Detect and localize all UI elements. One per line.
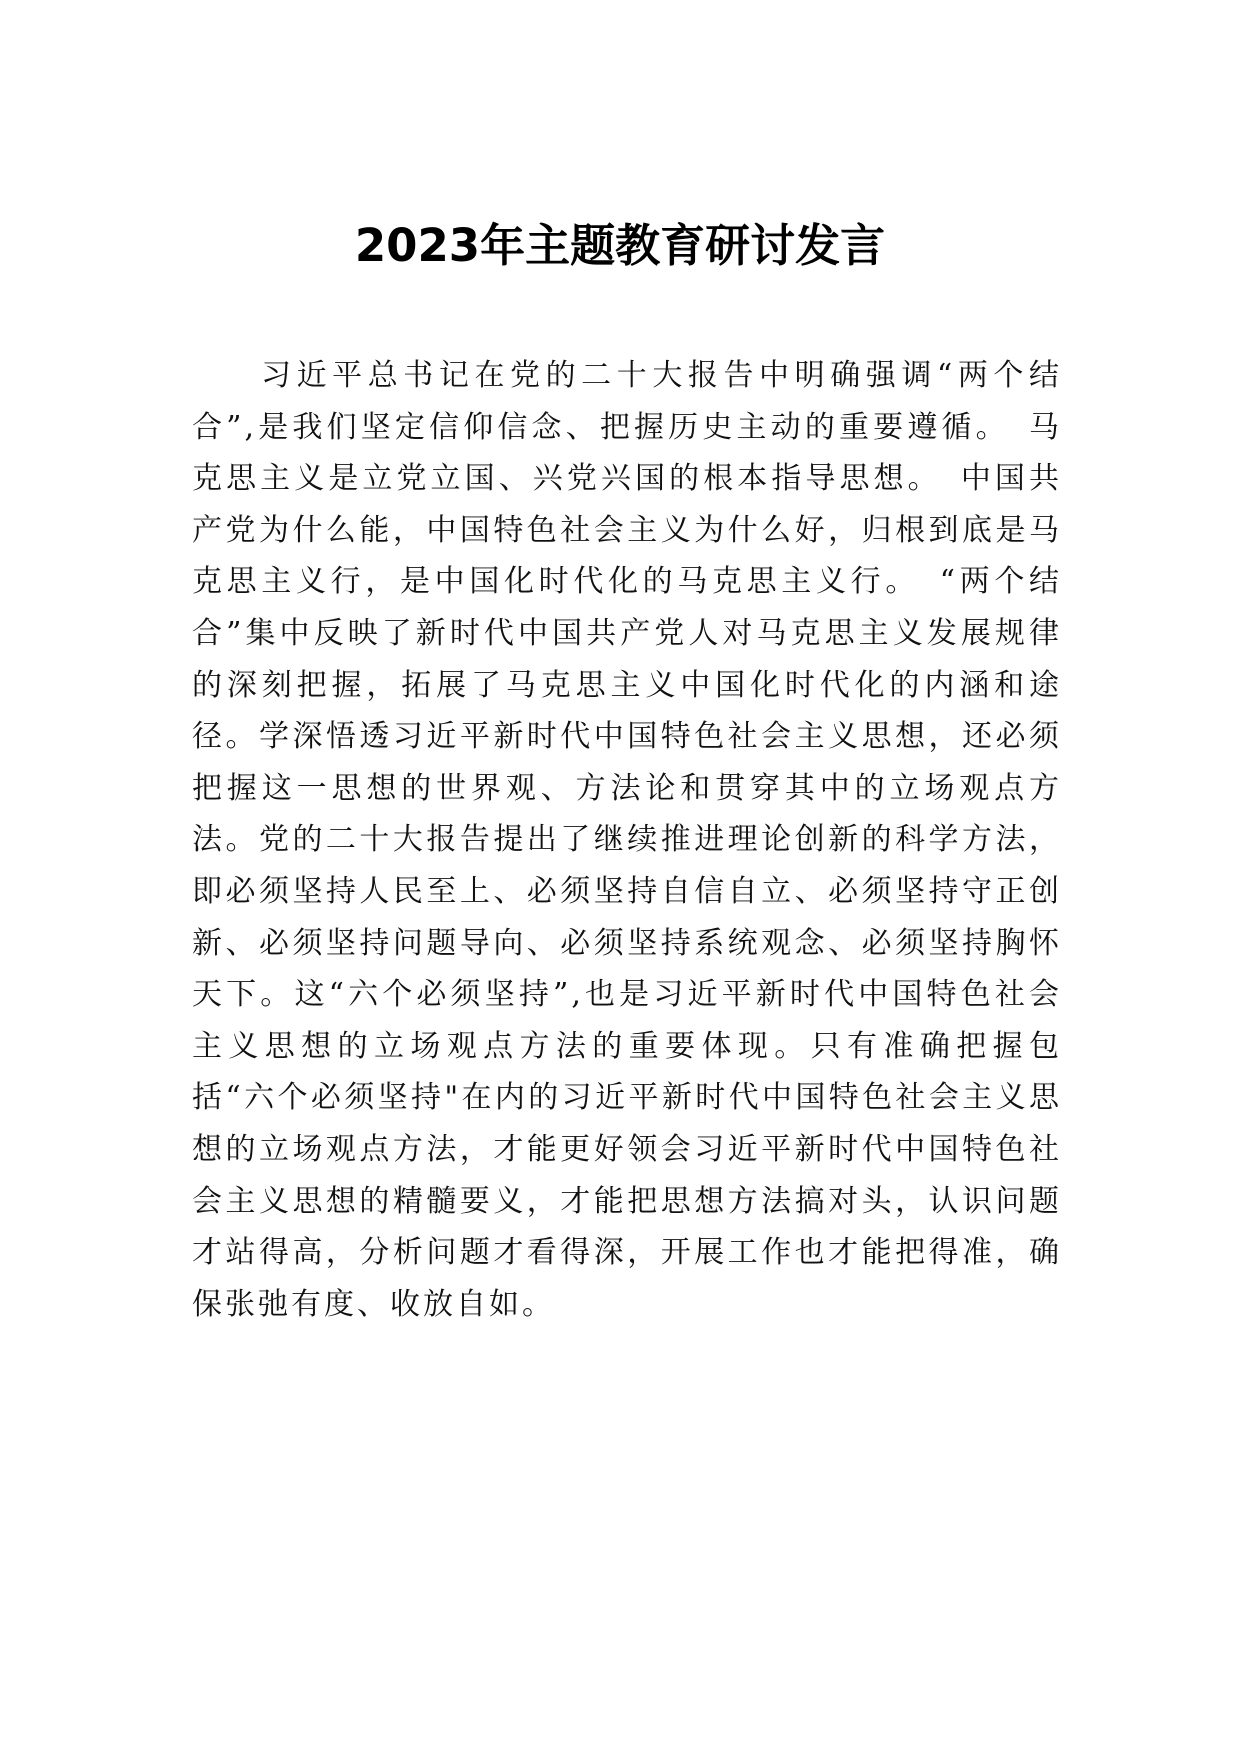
document-body-paragraph: 习近平总书记在党的二十大报告中明确强调“两个结合”,是我们坚定信仰信念、把握历史主动的重要遵循。 马克思主义是立党立国、兴党兴国的根本指导思想。 中国共产党为什么能，中国特色社会主义为什么好，归根到底是马克思主义行，是中国化时代化的马克思主义行。 “两个结合”集中反映了新时代中国共产党人对马克思主义发展规律的深刻把握，拓展了马克思主义中国化时代化的内涵和途径。学深悟透习近平新时代中国特色社会主义思想，还必须把握这一思想的世界观、方法论和贯穿其中的立场观点方法。党的二十大报告提出了继续推进理论创新的科学方法，即必须坚持人民至上、必须坚持自信自立、必须坚持守正创新、必须坚持问题导向、必须坚持系统观念、必须坚持胸怀天下。这“六个必须坚持”,也是习近平新时代中国特色社会主义思想的立场观点方法的重要体现。只有准确把握包括“六个必须坚持"在内的习近平新时代中国特色社会主义思想的立场观点方法，才能更好领会习近平新时代中国特色社会主义思想的精髓要义，才能把思想方法搞对头，认识问题才站得高，分析问题才看得深，开展工作也才能把得准，确保张弛有度、收放自如。	[192, 358, 1062, 1322]
document-title: 2023年主题教育研讨发言	[354, 219, 886, 272]
